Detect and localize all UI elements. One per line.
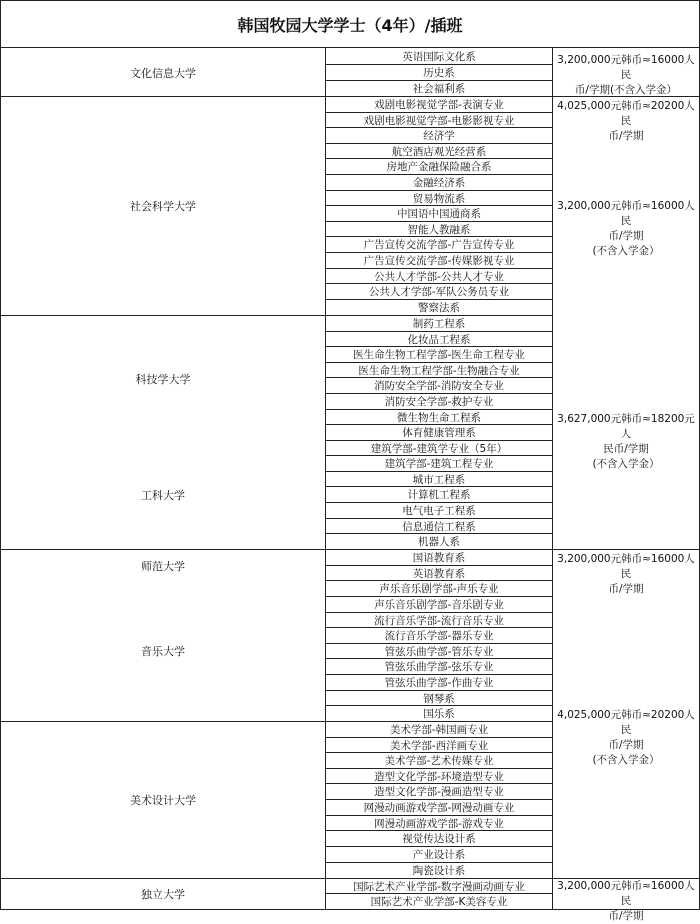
- major-row: 制药工程系: [412, 318, 466, 330]
- major-row: 消防安全学部-消防安全专业: [374, 380, 504, 392]
- major-row: 建筑学部-建筑学专业（5年）: [370, 443, 508, 455]
- price-line: 3,200,000元韩币≈16000人民: [557, 200, 695, 227]
- college-science-tech: 科技学大学: [135, 372, 191, 386]
- major-row: 美术学部-艺术传媒专业: [384, 755, 494, 767]
- major-row: 广告宣传交流学部-传媒影视专业: [363, 255, 515, 267]
- column-divider-right: [552, 48, 553, 909]
- college-engineering: 工科大学: [141, 489, 185, 502]
- major-row: 贸易物流系: [412, 193, 466, 205]
- major-row: 机器人系: [418, 536, 460, 548]
- college-art-design: 美术设计大学: [130, 794, 196, 807]
- price-cell-culture: [553, 53, 699, 98]
- major-row: 中国语中国通商系: [397, 208, 481, 220]
- major-row: 声乐音乐剧学部-声乐专业: [379, 583, 499, 595]
- college-normal: 师范大学: [141, 559, 185, 573]
- major-row: 社会福利系: [412, 83, 466, 95]
- price-line: 3,627,000元韩币≈18200元人: [557, 413, 695, 440]
- price-cell-social: [553, 199, 699, 259]
- major-row: 视觉传达设计系: [402, 833, 476, 845]
- major-row: 网漫动画游戏学部-网漫动画专业: [363, 802, 515, 814]
- major-row: 造型文化学部-环境造型专业: [374, 771, 504, 783]
- price-cell-science-engineering: [553, 412, 699, 472]
- major-row: 钢琴系: [423, 693, 455, 705]
- major-row: 戏剧电影视觉学部-表演专业: [374, 99, 504, 111]
- major-row: 美术学部-韩国画专业: [389, 724, 489, 736]
- major-row: 体育健康管理系: [402, 427, 476, 439]
- major-row: 智能人教融系: [407, 224, 471, 236]
- price-line: 币/学期: [608, 739, 644, 751]
- major-row: 建筑学部-建筑工程专业: [384, 458, 494, 470]
- price-cell-theatre: [553, 99, 699, 144]
- major-row: 美术学部-西洋画专业: [389, 740, 489, 752]
- major-row: 信息通信工程系: [402, 521, 476, 533]
- price-cell-music-art: [553, 708, 699, 768]
- price-line: (不含入学金）: [592, 245, 660, 257]
- price-line: 4,025,000元韩币≈20200人民: [557, 709, 695, 736]
- major-row: 公共人才学部-公共人才专业: [374, 271, 504, 283]
- price-line: 3,200,000元韩币≈16000人民: [557, 880, 695, 907]
- price-cell-normal: [553, 552, 699, 597]
- college-independent: 独立大学: [141, 888, 185, 901]
- major-row: 管弦乐曲学部-管乐专业: [384, 646, 494, 658]
- major-row: 金融经济系: [412, 177, 466, 189]
- major-row: 航空酒店观光经营系: [391, 146, 487, 158]
- price-line: (不含入学金）: [592, 754, 660, 766]
- major-row: 英语教育系: [412, 568, 466, 580]
- major-row: 国际艺术产业学部-K美容专业: [370, 896, 508, 908]
- major-row: 城市工程系: [412, 474, 466, 486]
- table-title: 韩国牧园大学学士（4年）/插班: [1, 1, 699, 48]
- major-row: 公共人才学部-军队公务员专业: [368, 286, 510, 298]
- major-row: 经济学: [423, 130, 455, 142]
- major-row: 网漫动画游戏学部-游戏专业: [374, 818, 504, 830]
- major-row: 声乐音乐剧学部-音乐剧专业: [374, 599, 504, 611]
- price-line: 币/学期: [608, 230, 644, 242]
- major-row: 医生命生物工程学部-医生命工程专业: [353, 349, 525, 361]
- major-row: 戏剧电影视觉学部-电影影视专业: [363, 115, 515, 127]
- major-row: 医生命生物工程学部-生物融合专业: [358, 365, 520, 377]
- major-row: 国乐系: [423, 708, 455, 720]
- price-line: 币/学期: [608, 130, 644, 142]
- price-cell-independent: [553, 879, 699, 924]
- major-row: 警察法系: [418, 302, 460, 314]
- price-line: 4,025,000元韩币≈20200人民: [557, 100, 695, 127]
- price-line: 3,200,000元韩币≈16000人民: [557, 553, 695, 580]
- major-row: 英语国际文化系: [402, 51, 476, 63]
- price-row-divider: [553, 549, 699, 550]
- major-row: 管弦乐曲学部-弦乐专业: [384, 661, 494, 673]
- college-music: 音乐大学: [141, 645, 185, 658]
- major-row: 消防安全学部-救护专业: [384, 396, 494, 408]
- price-line: 民币/学期: [603, 443, 649, 455]
- major-row: 流行音乐学部-器乐专业: [384, 630, 494, 642]
- major-row: 广告宣传交流学部-广告宣传专业: [363, 239, 515, 251]
- price-line: 币/学期(不含入学金）: [574, 84, 678, 96]
- price-line: (不含入学金）: [592, 458, 660, 470]
- college-culture: 文化信息大学: [130, 66, 196, 80]
- major-row: 化妆品工程系: [407, 334, 471, 346]
- major-row: 国语教育系: [412, 552, 466, 564]
- major-row: 国际艺术产业学部-数字漫画动画专业: [353, 881, 525, 893]
- college-social-science: 社会科学大学: [130, 200, 196, 213]
- major-row: 产业设计系: [412, 849, 466, 861]
- price-line: 币/学期: [608, 910, 644, 922]
- major-row: 微生物生命工程系: [397, 412, 481, 424]
- major-row: 流行音乐学部-流行音乐专业: [374, 615, 504, 627]
- price-line: 3,200,000元韩币≈16000人民: [557, 54, 695, 81]
- major-row: 房地产金融保险融合系: [386, 161, 492, 173]
- major-row: 造型文化学部-漫画造型专业: [374, 786, 504, 798]
- major-row: 计算机工程系: [407, 489, 471, 501]
- major-row: 电气电子工程系: [402, 505, 476, 517]
- price-line: 币/学期: [608, 583, 644, 595]
- major-row: 陶瓷设计系: [412, 865, 466, 877]
- major-row: 管弦乐曲学部-作曲专业: [384, 677, 494, 689]
- major-row: 历史系: [423, 67, 455, 79]
